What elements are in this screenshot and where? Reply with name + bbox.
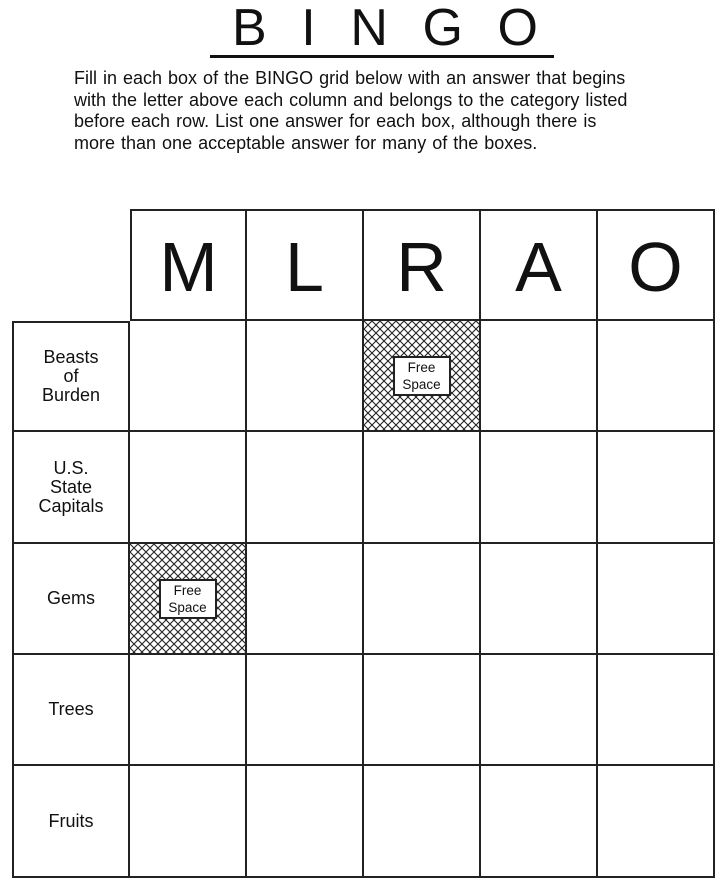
answer-box[interactable] [598, 432, 715, 544]
answer-box[interactable] [598, 655, 715, 766]
answer-box[interactable] [598, 766, 715, 878]
row-category-capitals [12, 432, 130, 544]
bingo-grid [12, 209, 715, 878]
answer-box[interactable] [481, 432, 598, 544]
row-category-trees [12, 655, 130, 766]
answer-box[interactable] [130, 655, 247, 766]
column-header-o [598, 209, 715, 321]
column-letter: L [285, 228, 324, 306]
answer-box[interactable] [247, 321, 364, 432]
category-label: U.S. State Capitals [38, 457, 104, 516]
answer-box[interactable] [130, 321, 247, 432]
column-header-a [481, 209, 598, 321]
column-letter: O [628, 228, 683, 306]
column-header-r [364, 209, 481, 321]
column-letter: R [396, 228, 447, 306]
answer-box[interactable] [247, 432, 364, 544]
instructions-line: Fill in each box of the BINGO grid below with an answer that begins [74, 68, 626, 88]
title-letter: N [350, 0, 388, 57]
column-letter: A [515, 228, 562, 306]
bingo-title [210, 2, 554, 58]
answer-box[interactable] [364, 432, 481, 544]
title-letter: I [301, 0, 316, 57]
category-label: Beasts of Burden [41, 347, 101, 405]
category-label: Gems [46, 588, 95, 608]
instructions-line: more than one acceptable answer for many of the boxes. [74, 132, 538, 153]
row-category-fruits [12, 766, 130, 878]
free-space-label: Free Space [393, 356, 451, 396]
answer-box[interactable] [364, 766, 481, 878]
answer-box[interactable] [481, 766, 598, 878]
column-letter: M [159, 228, 218, 306]
answer-box[interactable] [247, 655, 364, 766]
answer-box[interactable] [598, 544, 715, 655]
answer-box[interactable] [247, 766, 364, 878]
column-header-l [247, 209, 364, 321]
free-space-box [130, 544, 247, 655]
instructions [74, 68, 674, 154]
title-letter: B [232, 0, 267, 57]
answer-box[interactable] [364, 655, 481, 766]
answer-box[interactable] [364, 544, 481, 655]
row-category-gems [12, 544, 130, 655]
grid-corner [12, 209, 130, 321]
category-label: Trees [48, 699, 94, 719]
answer-box[interactable] [130, 766, 247, 878]
instructions-line: with the letter above each column and belongs to the category listed [74, 89, 628, 110]
answer-box[interactable] [247, 544, 364, 655]
free-space-label: Free Space [159, 579, 217, 619]
free-space-box [364, 321, 481, 432]
answer-box[interactable] [598, 321, 715, 432]
title-letter: O [497, 0, 538, 57]
column-header-m [130, 209, 247, 321]
answer-box[interactable] [481, 321, 598, 432]
answer-box[interactable] [481, 655, 598, 766]
row-category-beasts [12, 321, 130, 432]
answer-box[interactable] [130, 432, 247, 544]
instructions-line: before each row. List one answer for each box, although there is [74, 111, 597, 131]
category-label: Fruits [48, 810, 94, 831]
title-letter: G [422, 0, 463, 57]
answer-box[interactable] [481, 544, 598, 655]
